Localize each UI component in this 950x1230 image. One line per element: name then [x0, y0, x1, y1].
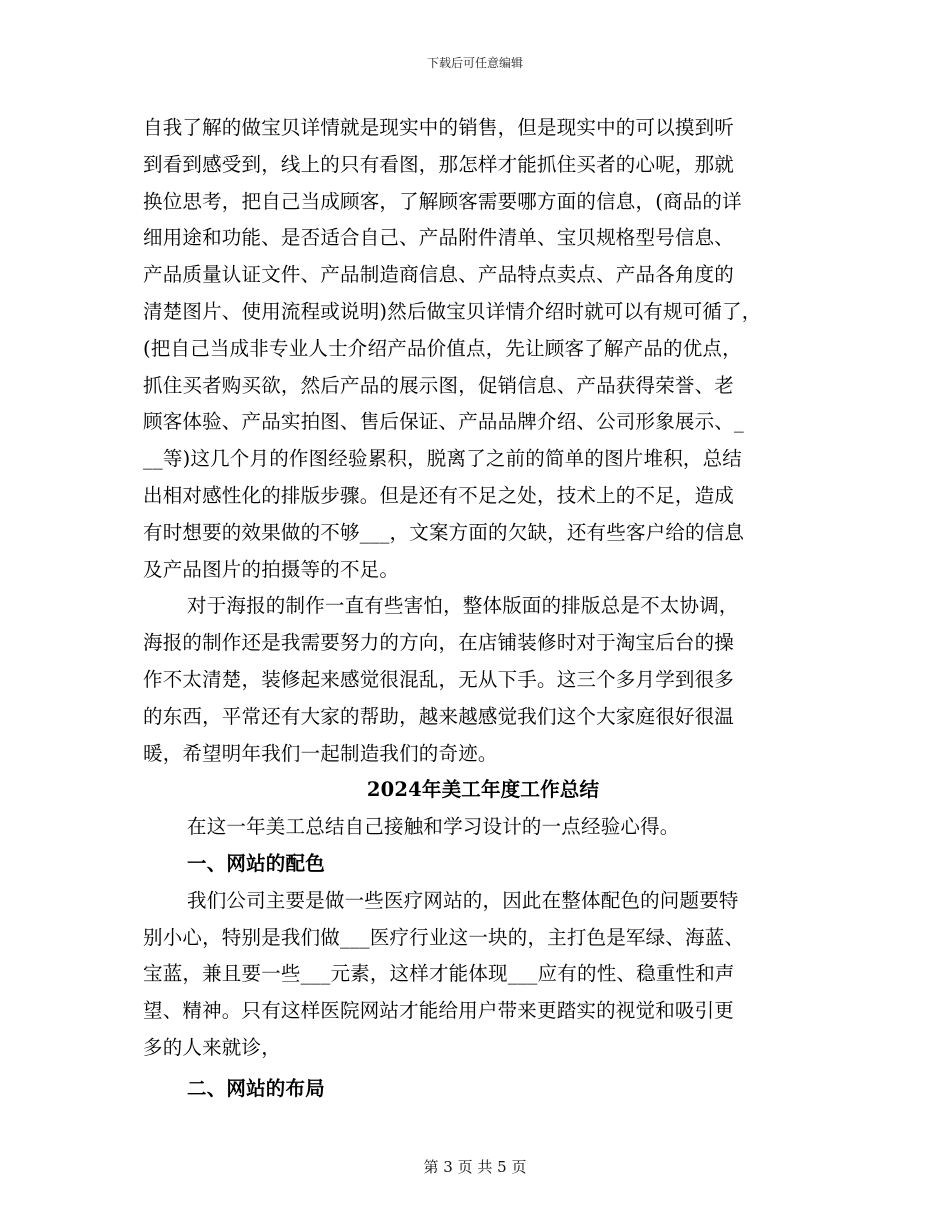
- text-line: 细用途和功能、是否适合自己、产品附件清单、宝贝规格型号信息、: [143, 226, 735, 250]
- text-line: 自我了解的做宝贝详情就是现实中的销售，但是现实中的可以摸到听: [143, 116, 735, 139]
- page-header: 下载后可任意编辑: [426, 56, 523, 70]
- text-line: 清楚图片、使用流程或说明)然后做宝贝详情介绍时就可以有规可循了，: [143, 299, 762, 323]
- paragraph-1: [143, 110, 823, 588]
- text-line: 产品质量认证文件、产品制造商信息、产品特点卖点、产品各角度的: [143, 263, 735, 287]
- text-line: 作不太清楚，装修起来感觉很混乱，无从下手。这三个多月学到很多: [143, 667, 735, 691]
- text-line: 出相对感性化的排版步骤。但是还有不足之处，技术上的不足，造成: [143, 483, 735, 507]
- text-line: 宝蓝，兼且要一些___元素，这样才能体现___应有的性、稳重性和声: [143, 962, 735, 986]
- text-line: 暖，希望明年我们一起制造我们的奇迹。: [143, 741, 498, 765]
- text-line: 顾客体验、产品实拍图、售后保证、产品品牌介绍、公司形象展示、_: [143, 410, 744, 434]
- paragraph-2: [143, 588, 823, 772]
- document-body: [143, 110, 823, 1108]
- text-line: 有时想要的效果做的不够___，文案方面的欠缺，还有些客户给的信息: [143, 520, 745, 544]
- text-line: 换位思考，把自己当成顾客，了解顾客需要哪方面的信息，(商品的详: [143, 189, 742, 213]
- text-line: 别小心，特别是我们做___医疗行业这一块的，主打色是军绿、海蓝、: [143, 925, 745, 949]
- text-line: 海报的制作还是我需要努力的方向，在店铺装修时对于淘宝后台的操: [143, 631, 735, 655]
- text-line: 我们公司主要是做一些医疗网站的，因此在整体配色的问题要特: [187, 888, 739, 912]
- text-line: 望、精神。只有这样医院网站才能给用户带来更踏实的视觉和吸引更: [143, 999, 735, 1023]
- text-line: 到看到感受到，线上的只有看图，那怎样才能抓住买者的心呢，那就: [143, 152, 735, 176]
- section-heading-2: 二、网站的布局: [187, 1076, 325, 1100]
- text-line: 对于海报的制作一直有些害怕，整体版面的排版总是不太协调，: [187, 594, 739, 618]
- text-line: 多的人来就诊，: [143, 1035, 281, 1059]
- section-heading-1: 一、网站的配色: [187, 851, 325, 875]
- page-footer: 第 3 页 共 5 页: [423, 1158, 527, 1176]
- document-title: 2024年美工年度工作总结: [366, 778, 600, 802]
- paragraph-3: [143, 883, 823, 1067]
- text-line: 及产品图片的拍摄等的不足。: [143, 557, 400, 581]
- text-line: (把自己当成非专业人士介绍产品价值点，先让顾客了解产品的优点，: [143, 336, 742, 360]
- intro-line: 在这一年美工总结自己接触和学习设计的一点经验心得。: [187, 815, 680, 839]
- text-line: 抓住买者购买欲，然后产品的展示图，促销信息、产品获得荣誉、老: [143, 373, 735, 397]
- text-line: __等)这几个月的作图经验累积，脱离了之前的简单的图片堆积，总结: [143, 447, 743, 471]
- text-line: 的东西，平常还有大家的帮助，越来越感觉我们这个大家庭很好很温: [143, 704, 735, 728]
